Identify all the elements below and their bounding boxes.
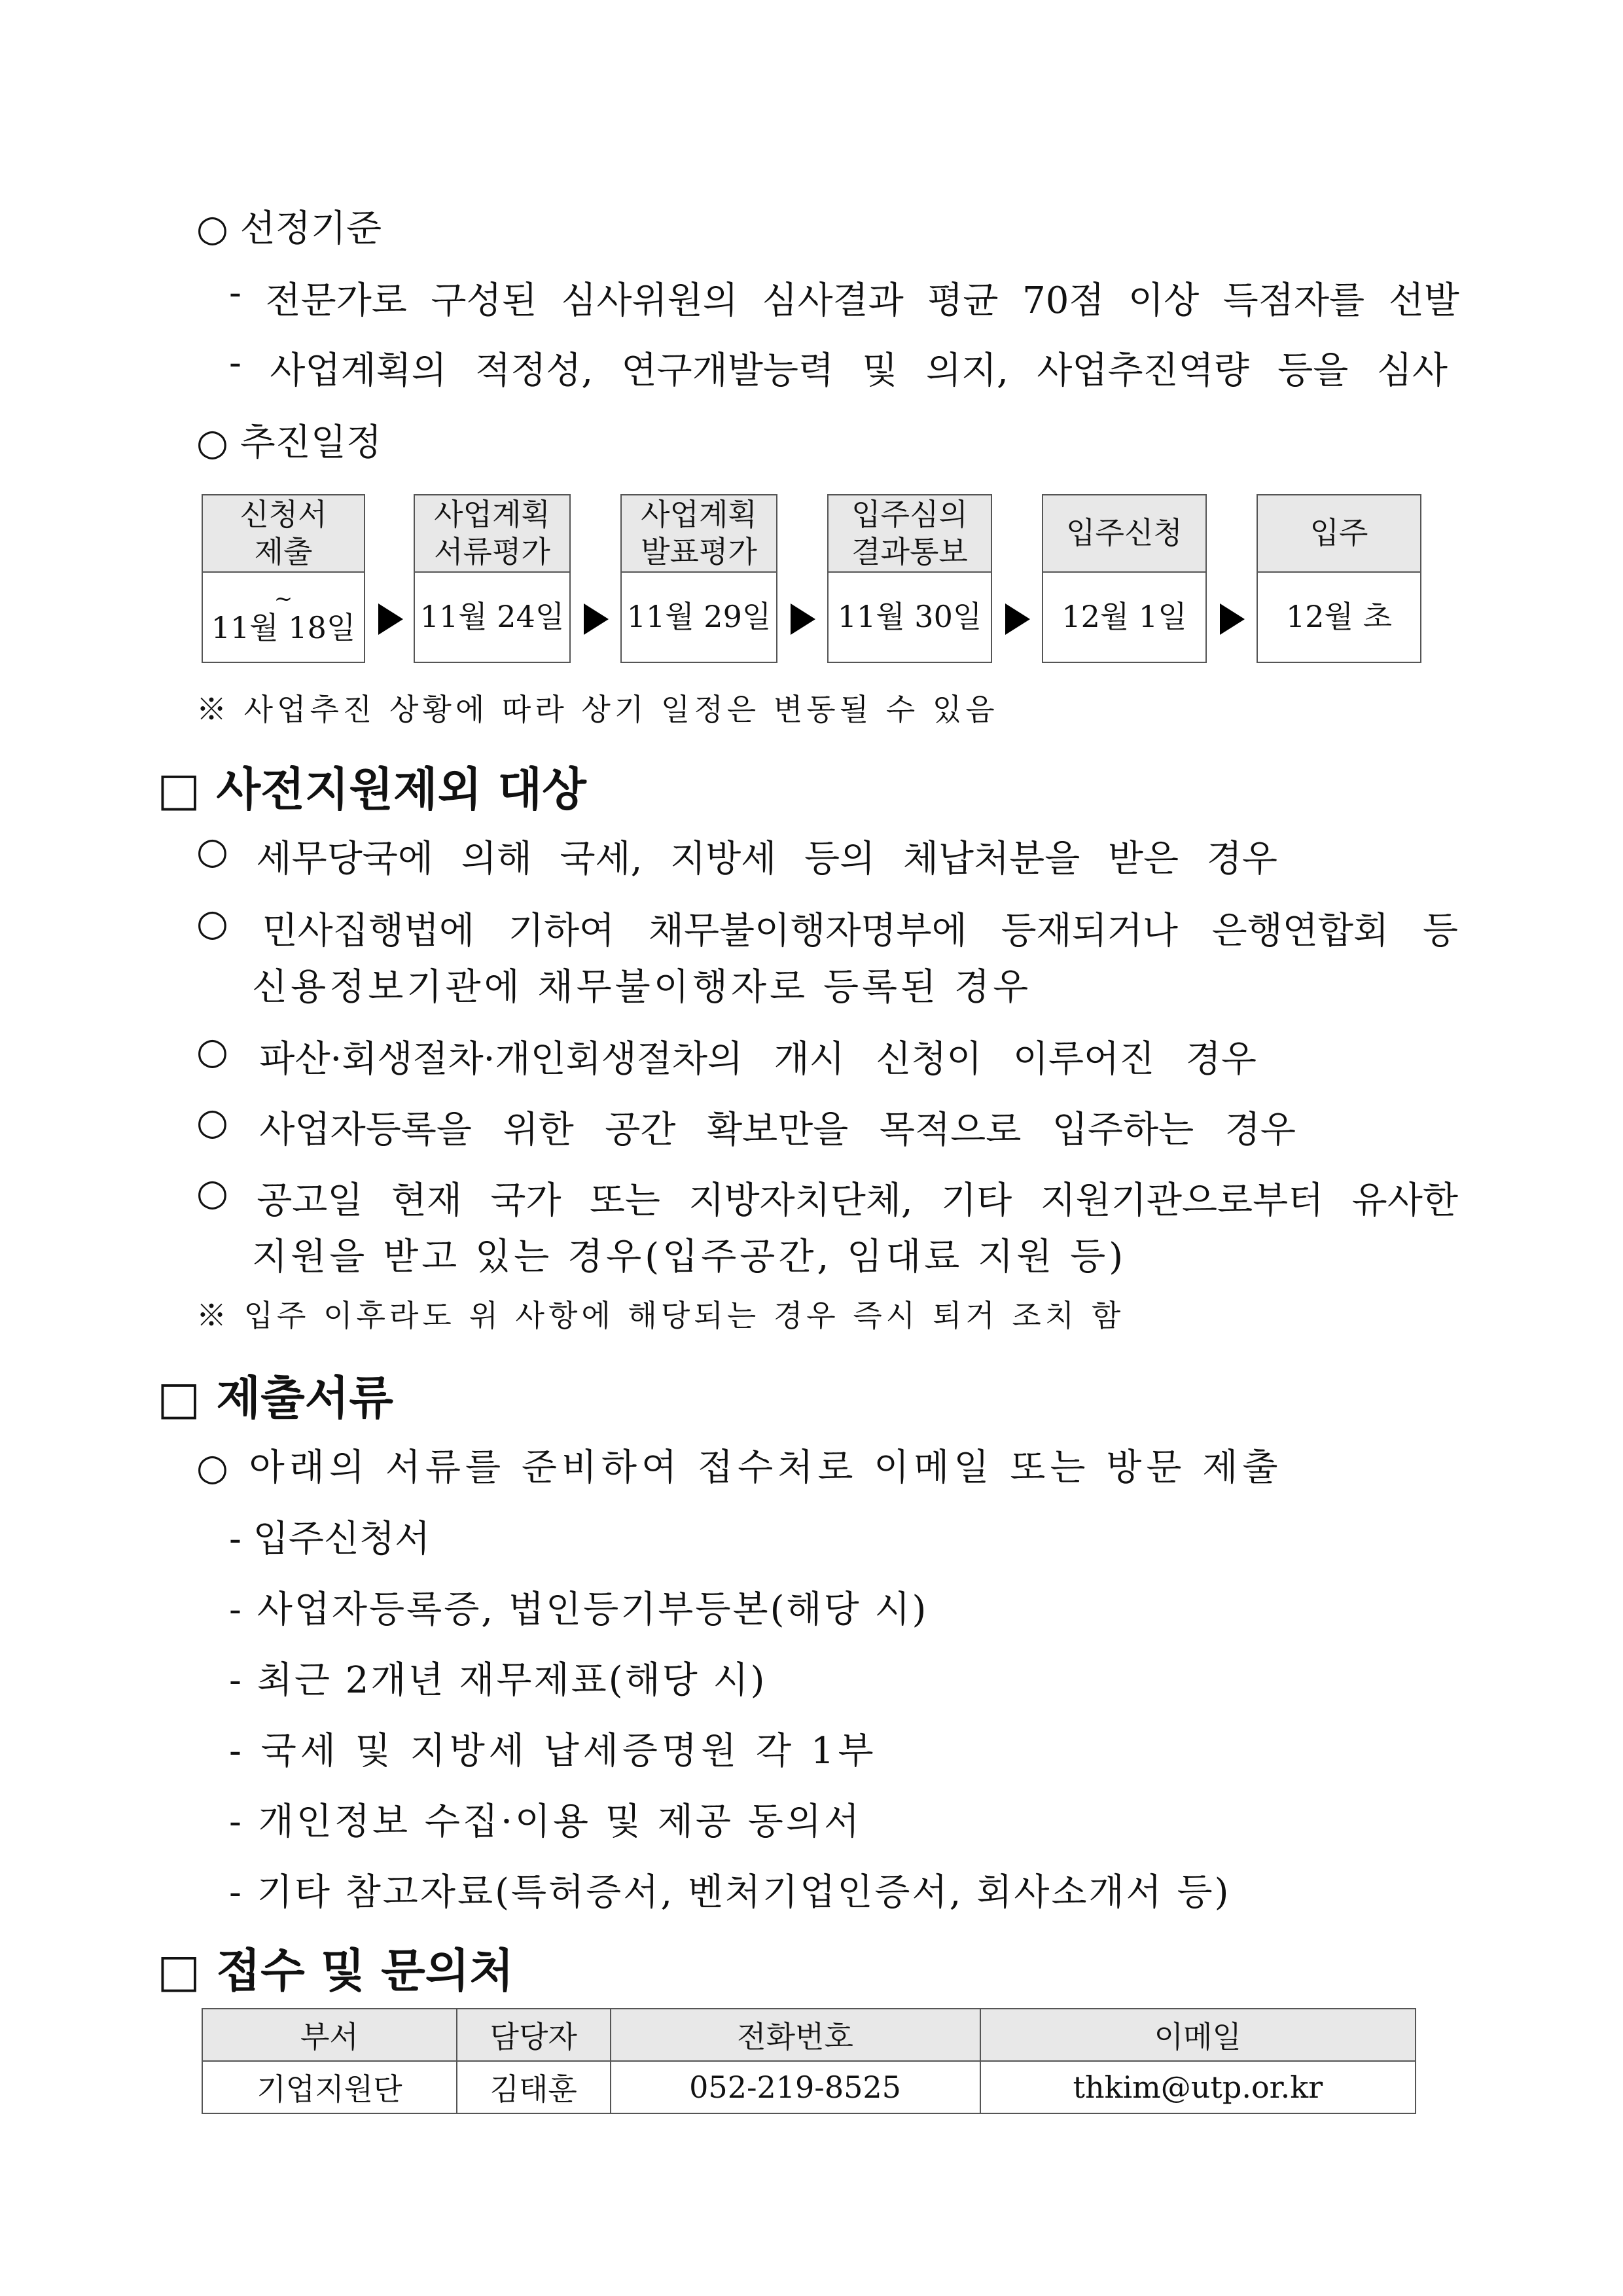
- schedule-title: ○ 추진일정: [196, 422, 382, 464]
- word: 구성된: [431, 279, 537, 322]
- word: 이상: [1128, 279, 1200, 322]
- word: 심사: [1376, 350, 1448, 392]
- word: 등재되거나: [1001, 910, 1178, 952]
- word: 체납처분을: [902, 838, 1080, 880]
- schedule-step: [202, 494, 365, 663]
- word: 지방자치단체,: [688, 1179, 913, 1222]
- schedule-step: [414, 494, 571, 663]
- arrow-right-icon: [791, 603, 815, 635]
- word: 사업추진역량: [1037, 350, 1249, 392]
- schedule-step-label: 입주신청: [1043, 495, 1205, 573]
- contact-email[interactable]: thkim@utp.or.kr: [980, 2061, 1416, 2113]
- word: 득점자를: [1222, 279, 1365, 322]
- word: 은행연합회: [1211, 910, 1389, 952]
- word: -: [229, 342, 241, 384]
- exclusion-heading: □ 사전지원제외 대상: [157, 762, 586, 816]
- schedule-step-label: 신청서 제출: [203, 495, 364, 573]
- contact-header-dept: 부서: [202, 2009, 457, 2061]
- word: ○: [196, 902, 228, 944]
- word: 기하여: [508, 910, 615, 952]
- word: 유사한: [1351, 1179, 1458, 1222]
- exclusion-item-4: [196, 1101, 1296, 1153]
- word: 받은: [1107, 838, 1179, 880]
- word: 신청이: [876, 1038, 982, 1081]
- word: 사업계획의: [270, 350, 447, 392]
- word: 현재: [391, 1179, 462, 1222]
- schedule-step-date: 12월 초: [1285, 599, 1393, 635]
- contact-dept: 기업지원단: [202, 2061, 457, 2113]
- schedule-step: [620, 494, 777, 663]
- word: 의해: [461, 838, 532, 880]
- document-item: - 최근 2개년 재무제표(해당 시): [229, 1659, 767, 1702]
- contact-header-phone: 전화번호: [611, 2009, 980, 2061]
- selection-criteria-title: ○ 선정기준: [196, 207, 382, 250]
- word: 심사결과: [762, 279, 904, 322]
- arrow-right-icon: [1005, 603, 1030, 635]
- word: 경우: [1206, 838, 1277, 880]
- document-item: - 입주신청서: [229, 1518, 431, 1560]
- word: 목적으로: [879, 1109, 1022, 1151]
- word: 개시: [774, 1038, 845, 1081]
- word: ○: [196, 830, 228, 872]
- word: 등을: [1277, 350, 1349, 392]
- word: 전문가로: [265, 279, 407, 322]
- word: 채무불이행자명부에: [648, 910, 967, 952]
- document-item: - 국세 및 지방세 납세증명원 각 1부: [229, 1730, 878, 1772]
- schedule-step-label: 사업계획 발표평가: [622, 495, 776, 573]
- contact-person: 김태훈: [457, 2061, 611, 2113]
- word: ○: [196, 1030, 228, 1073]
- word: 공고일: [257, 1179, 363, 1222]
- schedule-step: [1042, 494, 1207, 663]
- contact-phone[interactable]: 052-219-8525: [611, 2061, 980, 2113]
- schedule-note: ※ 사업추진 상황에 따라 상기 일정은 변동될 수 있음: [196, 692, 999, 727]
- word: 파산·회생절차·개인회생절차의: [259, 1038, 743, 1081]
- selection-criteria-item-1: [229, 272, 1459, 324]
- schedule-step-date: 11월 29일: [626, 599, 772, 635]
- contact-header-row: [202, 2009, 1416, 2061]
- word: 기타: [941, 1179, 1012, 1222]
- schedule-step-label: 사업계획 서류평가: [415, 495, 569, 573]
- exclusion-item-1: [196, 830, 1277, 882]
- exclusion-note: ※ 입주 이후라도 위 사항에 해당되는 경우 즉시 퇴거 조치 함: [196, 1298, 1125, 1333]
- exclusion-item-5: [196, 1172, 1458, 1224]
- contact-row: [202, 2061, 1416, 2113]
- contact-header-person: 담당자: [457, 2009, 611, 2061]
- word: 확보만을: [706, 1109, 849, 1151]
- exclusion-item-5-cont: 지원을 받고 있는 경우(입주공간, 임대료 지원 등): [252, 1236, 1127, 1278]
- word: 경우: [1224, 1109, 1296, 1151]
- word: 등: [1422, 910, 1458, 952]
- word: 위한: [503, 1109, 574, 1151]
- word: 지방세: [670, 838, 777, 880]
- word: 의지,: [925, 350, 1008, 392]
- exclusion-item-2: [196, 902, 1458, 954]
- word: ○: [196, 1101, 228, 1143]
- word: ○: [196, 1172, 228, 1214]
- schedule-step-date: 11월 30일: [837, 599, 982, 635]
- schedule-step-date: 11월 24일: [419, 599, 565, 635]
- contact-heading: □ 접수 및 문의처: [157, 1944, 514, 1998]
- schedule-step-date: ~ 11월 18일: [211, 586, 356, 646]
- word: 세무당국에: [256, 838, 433, 880]
- word: 지원기관으로부터: [1040, 1179, 1324, 1222]
- word: 국세,: [560, 838, 643, 880]
- schedule-step-label: 입주심의 결과통보: [829, 495, 991, 573]
- schedule-step: [827, 494, 992, 663]
- selection-criteria-item-2: [229, 342, 1448, 394]
- arrow-right-icon: [584, 603, 609, 635]
- contact-table: [202, 2008, 1416, 2114]
- word: 연구개발능력: [621, 350, 834, 392]
- contact-header-email: 이메일: [980, 2009, 1416, 2061]
- schedule-step-label: 입주: [1258, 495, 1420, 573]
- word: 이루어진: [1012, 1038, 1155, 1081]
- word: 경우: [1185, 1038, 1257, 1081]
- word: 평균: [927, 279, 999, 322]
- document-item: - 기타 참고자료(특허증서, 벤처기업인증서, 회사소개서 등): [229, 1871, 1231, 1914]
- word: 입주하는: [1052, 1109, 1194, 1151]
- word: 및: [862, 350, 898, 392]
- word: 민사집행법에: [262, 910, 475, 952]
- word: 선발: [1388, 279, 1459, 322]
- exclusion-item-2-cont: 신용정보기관에 채무불이행자로 등록된 경우: [252, 966, 1032, 1009]
- document-item: - 사업자등록증, 법인등기부등본(해당 시): [229, 1588, 929, 1631]
- word: 공간: [605, 1109, 676, 1151]
- documents-intro: ○ 아래의 서류를 준비하여 접수처로 이메일 또는 방문 제출: [196, 1446, 1283, 1489]
- document-item: - 개인정보 수집·이용 및 제공 동의서: [229, 1801, 863, 1843]
- arrow-right-icon: [1220, 603, 1245, 635]
- schedule-step-date: 12월 1일: [1061, 599, 1187, 635]
- arrow-right-icon: [378, 603, 403, 635]
- exclusion-item-3: [196, 1030, 1257, 1083]
- word: 또는: [589, 1179, 661, 1222]
- word: 심사위원의: [561, 279, 738, 322]
- documents-heading: □ 제출서류: [157, 1371, 393, 1425]
- word: 사업자등록을: [259, 1109, 472, 1151]
- word: -: [229, 272, 241, 314]
- word: 국가: [490, 1179, 562, 1222]
- word: 등의: [804, 838, 876, 880]
- word: 70점: [1022, 279, 1105, 322]
- schedule-step: [1257, 494, 1421, 663]
- word: 적정성,: [475, 350, 594, 392]
